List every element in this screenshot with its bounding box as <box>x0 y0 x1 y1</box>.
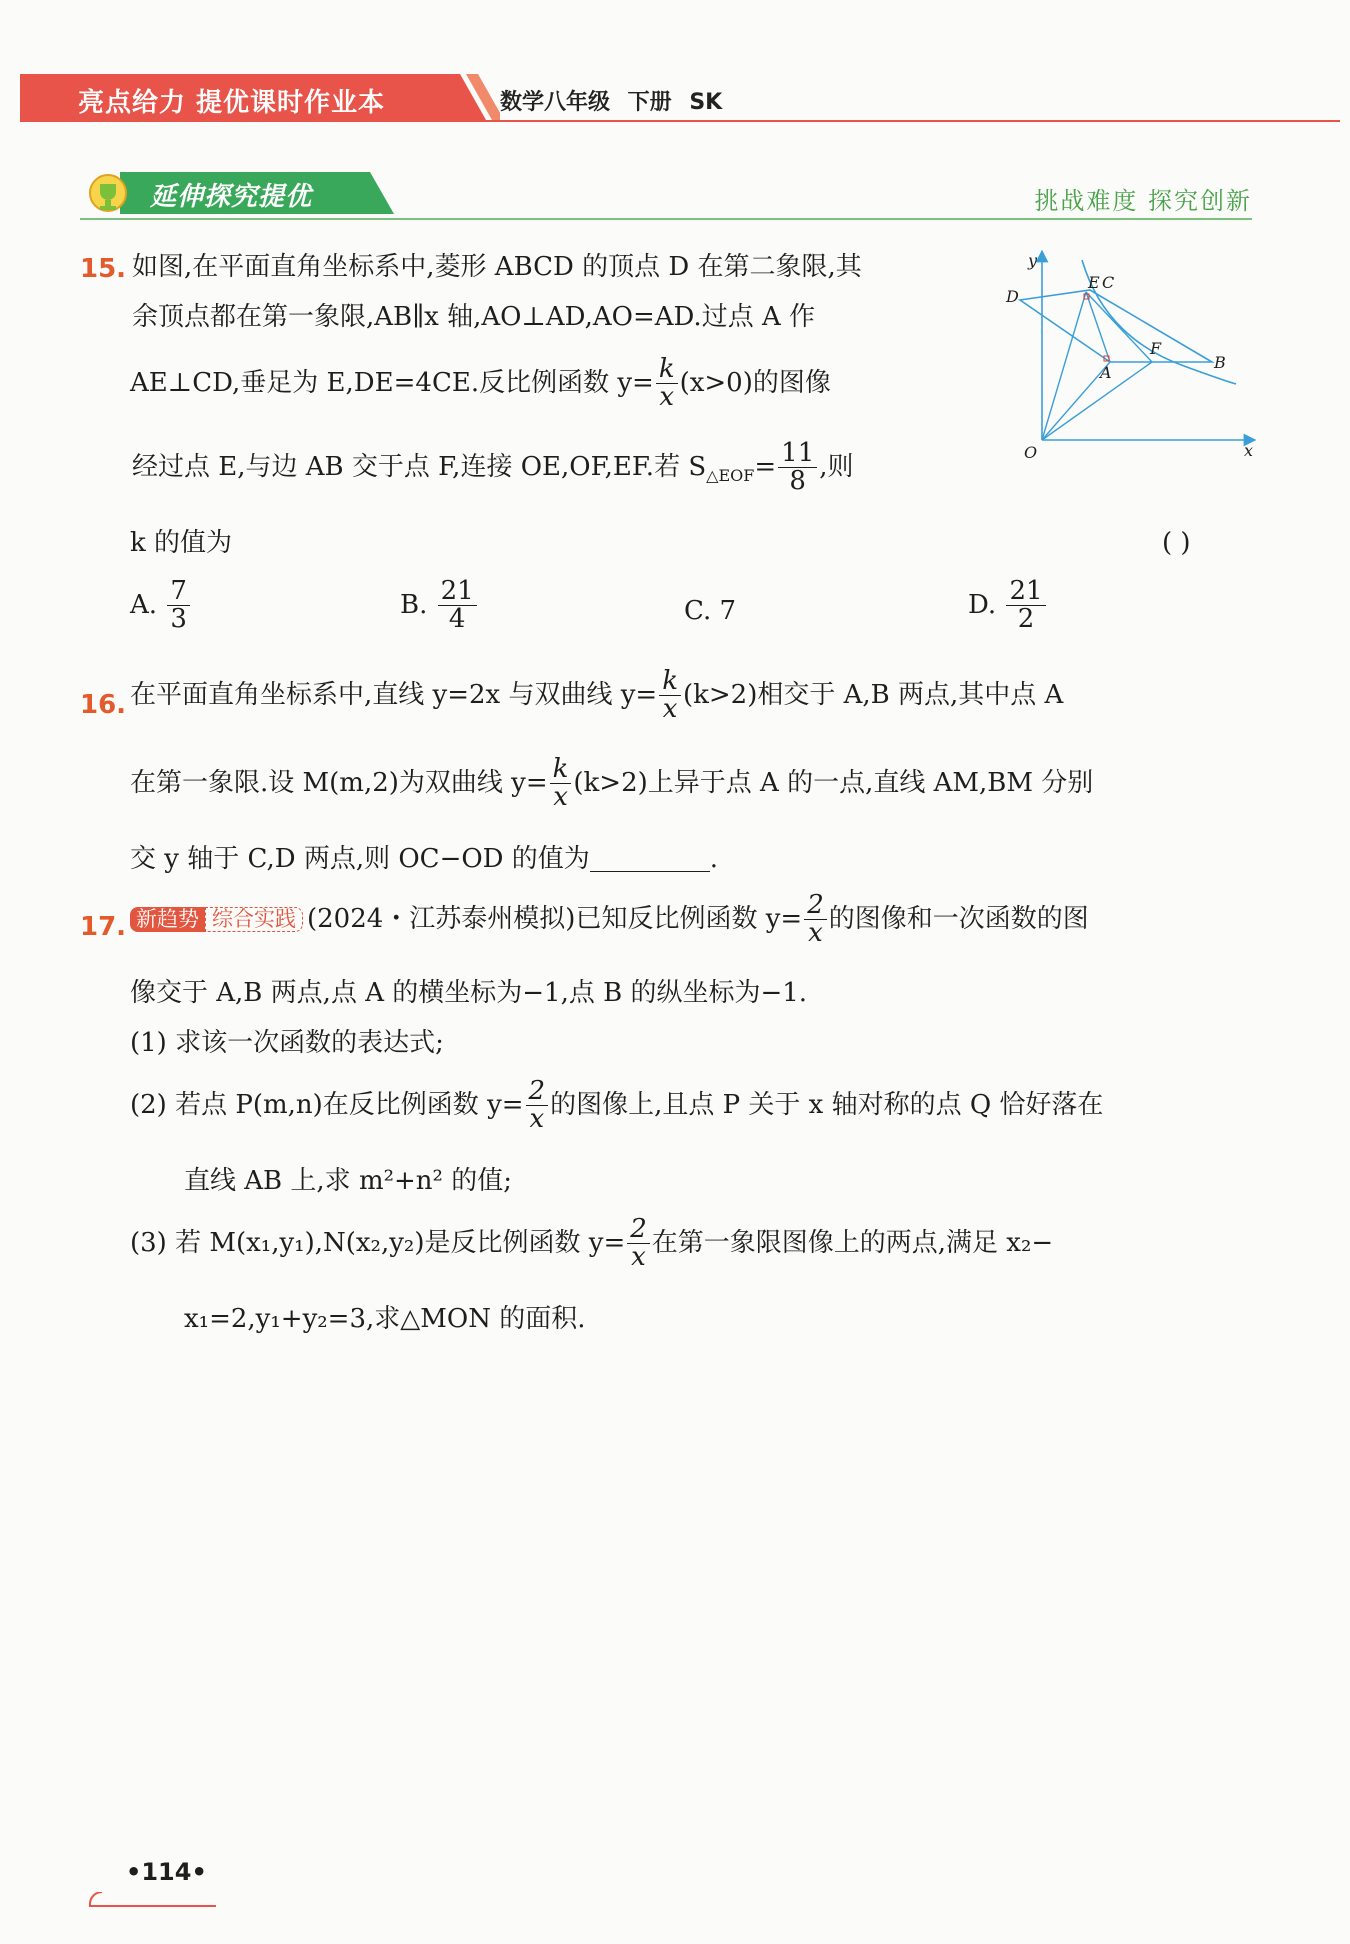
q17-part3-cont: x₁=2,y₁+y₂=3,求△MON 的面积. <box>184 1304 586 1334</box>
q16-answer-blank[interactable] <box>590 849 710 872</box>
q15-figure <box>1000 250 1260 470</box>
q17-part2-cont: 直线 AB 上,求 m²+n² 的值; <box>184 1166 512 1196</box>
q15-option-c: C. 7 <box>684 596 737 626</box>
label-d: D <box>1006 287 1019 306</box>
label-y: y <box>1028 251 1038 270</box>
section-rule <box>80 218 1252 220</box>
rhombus-abcd <box>1020 290 1212 362</box>
q17-line2: 像交于 A,B 两点,点 A 的横坐标为−1,点 B 的纵坐标为−1. <box>130 978 808 1008</box>
q17-number: 17. <box>80 912 127 942</box>
page-header <box>20 74 1340 122</box>
header-brand: 亮点给力 提优课时作业本 <box>78 88 386 118</box>
label-o: O <box>1024 443 1038 462</box>
q15-line2: 余顶点都在第一象限,AB∥x 轴,AO⊥AD,AO=AD.过点 A 作 <box>132 302 815 332</box>
q15-line4: 经过点 E,与边 AB 交于点 F,连接 OE,OF,EF.若 $S_{\triangle EOF}=$ $\frac{11}{8}$ ,则 <box>132 438 854 497</box>
q15-fraction-k-over-x: $\frac{k}{x}$ <box>656 356 678 412</box>
trophy-icon <box>90 175 126 211</box>
q15-number: 15. <box>80 254 127 284</box>
q16-number: 16. <box>80 690 127 720</box>
label-a: A <box>1100 363 1112 382</box>
q15-fraction-11-over-8: $\frac{11}{8}$ <box>778 440 817 496</box>
q15-option-b: B. $\frac{21}{4}$ <box>400 578 479 634</box>
header-rule <box>20 120 1340 122</box>
q16-line2: 在第一象限.设 M(m,2)为双曲线 y= $\frac{k}{x}$ (k>2)上异于点 A 的一点,直线 AM,BM 分别 <box>130 754 1094 813</box>
label-x: x <box>1244 441 1254 460</box>
section-header <box>80 166 1252 222</box>
q17-part3: (3) 若 M(x₁,y₁),N(x₂,y₂)是反比例函数 y= $\frac{2}{x}$ 在第一象限图像上的两点,满足 x₂− <box>130 1214 1054 1273</box>
page-number: •114• <box>126 1858 207 1886</box>
header-subject: 数学八年级 下册 SK <box>500 90 723 115</box>
label-f: F <box>1150 339 1162 358</box>
q17-part2: (2) 若点 P(m,n)在反比例函数 y= $\frac{2}{x}$ 的图像上,且点 P 关于 x 轴对称的点 Q 恰好落在 <box>130 1076 1104 1135</box>
footer-decoration <box>86 1892 226 1912</box>
q15-answer-paren: ( ) <box>1162 528 1191 558</box>
q15-option-a: A. $\frac{7}{3}$ <box>130 578 192 634</box>
q16-line1: 在平面直角坐标系中,直线 y=2x 与双曲线 y= $\frac{k}{x}$ (k>2)相交于 A,B 两点,其中点 A <box>130 666 1064 725</box>
section-tagline: 挑战难度 探究创新 <box>1034 187 1252 215</box>
q15-line1: 如图,在平面直角坐标系中,菱形 ABCD 的顶点 D 在第二象限,其 <box>132 252 862 282</box>
q17-line1: 新趋势 综合实践 (2024・江苏泰州模拟)已知反比例函数 y= $\frac{2}{x}$ 的图像和一次函数的图 <box>130 892 1089 948</box>
q15-line5: k 的值为 <box>130 528 233 558</box>
label-e: E <box>1088 273 1100 292</box>
new-trend-badge: 新趋势 <box>130 907 205 932</box>
q17-part1: (1) 求该一次函数的表达式; <box>130 1028 444 1058</box>
practice-badge: 综合实践 <box>205 907 303 932</box>
label-b: B <box>1214 353 1226 372</box>
section-title: 延伸探究提优 <box>150 182 313 212</box>
q15-option-d: D. $\frac{21}{2}$ <box>968 578 1048 634</box>
label-c: C <box>1102 273 1115 292</box>
q15-line3: AE⊥CD,垂足为 E,DE=4CE.反比例函数 y= $\frac{k}{x}$ (x>0)的图像 <box>130 354 831 413</box>
q16-line3: 交 y 轴于 C,D 两点,则 OC−OD 的值为 . <box>130 844 719 874</box>
